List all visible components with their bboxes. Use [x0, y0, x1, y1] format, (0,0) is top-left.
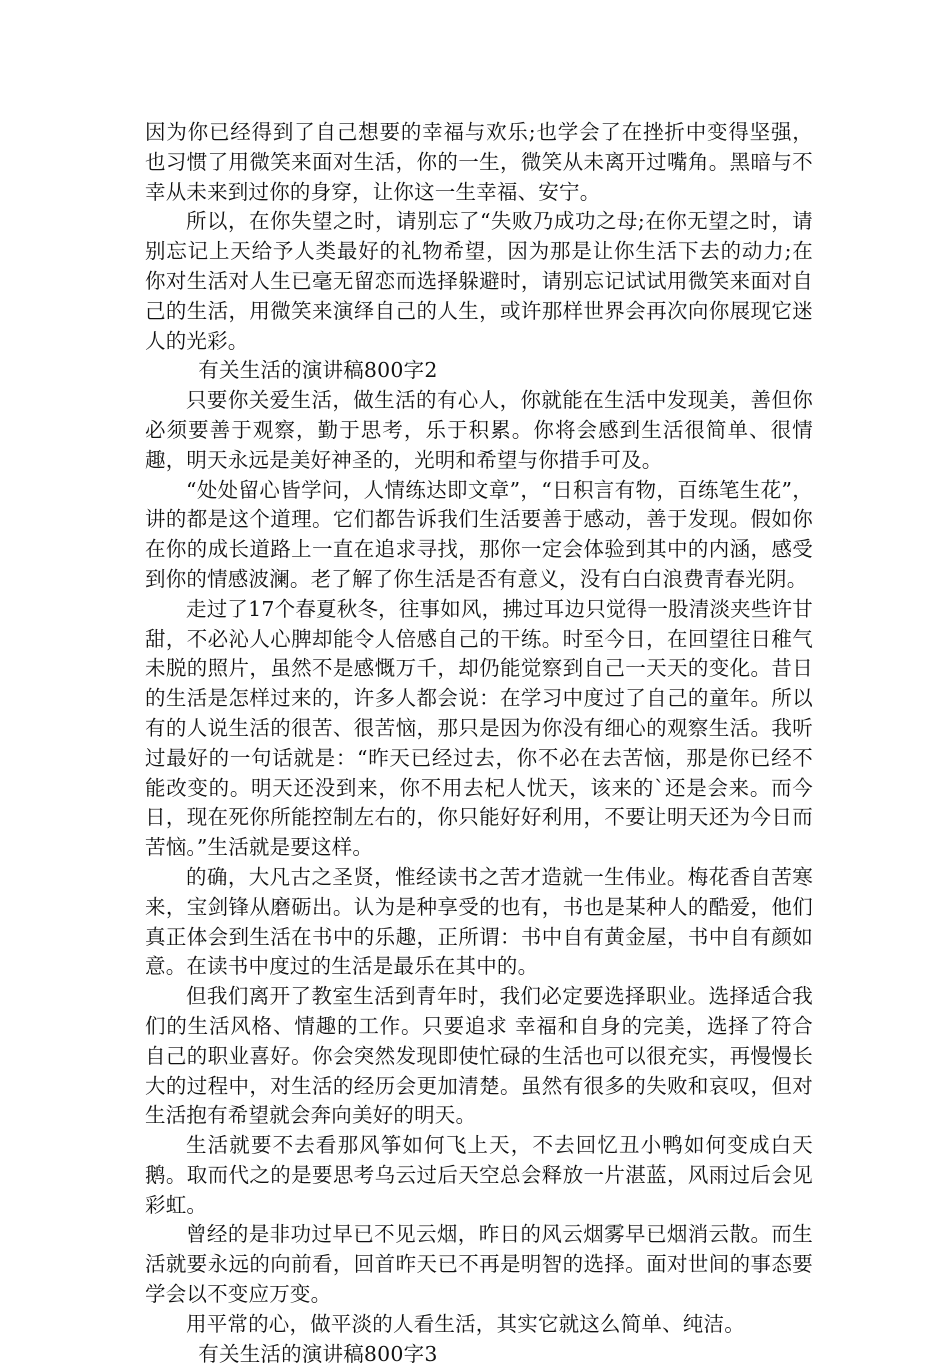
paragraph: 生活就要不去看那风筝如何飞上天，不去回忆丑小鸭如何变成白天鹅。取而代之的是要思考乌云过后天空总会释放一片湛蓝，风雨过后会见彩虹。: [145, 1133, 813, 1217]
paragraph: 曾经的是非功过早已不见云烟，昨日的风云烟雾早已烟消云散。而生活就要永远的向前看，回首昨天已不再是明智的选择。面对世间的事态要学会以不变应万变。: [145, 1222, 813, 1307]
paragraph: 只要你关爱生活，做生活的有心人，你就能在生活中发现美，善但你必须要善于观察，勤于思考，乐于积累。你将会感到生活很简单、很情趣，明天永远是美好神圣的，光明和希望与你措手可及。: [145, 388, 813, 472]
paragraph: 所以，在你失望之时，请别忘了“失败乃成功之母;在你无望之时，请别忘记上天给予人类最好的礼物希望，因为那是让你生活下去的动力;在你对生活对人生已毫无留恋而选择躲避时，请别忘记试试用微笑来面对自己的生活，用微笑来演绎自己的人生，或许那样世界会再次向你展现它迷人的光彩。: [145, 209, 813, 353]
paragraph: 但我们离开了教室生活到青年时，我们必定要选择职业。选择适合我们的生活风格、情趣的工作。只要追求 幸福和自身的完美，选择了符合自己的职业喜好。你会突然发现即使忙碌的生活也可以很充实，再慢慢长大的过程中，对生活的经历会更加清楚。虽然有很多的失败和哀叹，但对生活抱有希望就会奔向美好的明天。: [145, 984, 813, 1128]
paragraph: 走过了17个春夏秋冬，往事如风，拂过耳边只觉得一股清淡夹些许甘甜，不必沁人心脾却能令人倍感自己的干练。时至今日，在回望往日稚气未脱的照片，虽然不是感慨万千，却仍能觉察到自己一天天的变化。昔日的生活是怎样过来的，许多人都会说：在学习中度过了自己的童年。所以有的人说生活的很苦、很苦恼，那只是因为你没有细心的观察生活。我听过最好的一句话就是：“昨天已经过去，你不必在去苦恼，那是你已经不能改变的。明天还没到来，你不用去杞人忧天，该来的`还是会来。而今日，现在死你所能控制左右的，你只能好好利用，不要让明天还为今日而苦恼。”生活就是要这样。: [145, 596, 813, 860]
paragraph: “处处留心皆学问，人情练达即文章”，“日积言有物，百练笔生花”，讲的都是这个道理。它们都告诉我们生活要善于感动，善于发现。假如你在你的成长道路上一直在追求寻找，那你一定会体验到其中的内涵，感受到你的情感波澜。老了解了你生活是否有意义，没有白白浪费青春光阴。: [145, 477, 813, 591]
paragraph: 的确，大凡古之圣贤，惟经读书之苦才造就一生伟业。梅花香自苦寒来，宝剑锋从磨砺出。认为是种享受的也有，书也是某种人的酷爱，他们真正体会到生活在书中的乐趣，正所谓：书中自有黄金屋，书中自有颜如意。在读书中度过的生活是最乐在其中的。: [145, 864, 813, 979]
paragraph: 因为你已经得到了自己想要的幸福与欢乐;也学会了在挫折中变得坚强，也习惯了用微笑来面对生活，你的一生，微笑从未离开过嘴角。黑暗与不幸从未来到过你的身穿，让你这一生幸福、安宁。: [145, 120, 813, 204]
section-heading: 有关生活的演讲稿800字3: [198, 1341, 438, 1366]
paragraph: 用平常的心，做平淡的人看生活，其实它就这么简单、纯洁。: [186, 1311, 745, 1336]
document-body: [145, 118, 813, 1369]
section-heading: 有关生活的演讲稿800字2: [198, 358, 438, 383]
